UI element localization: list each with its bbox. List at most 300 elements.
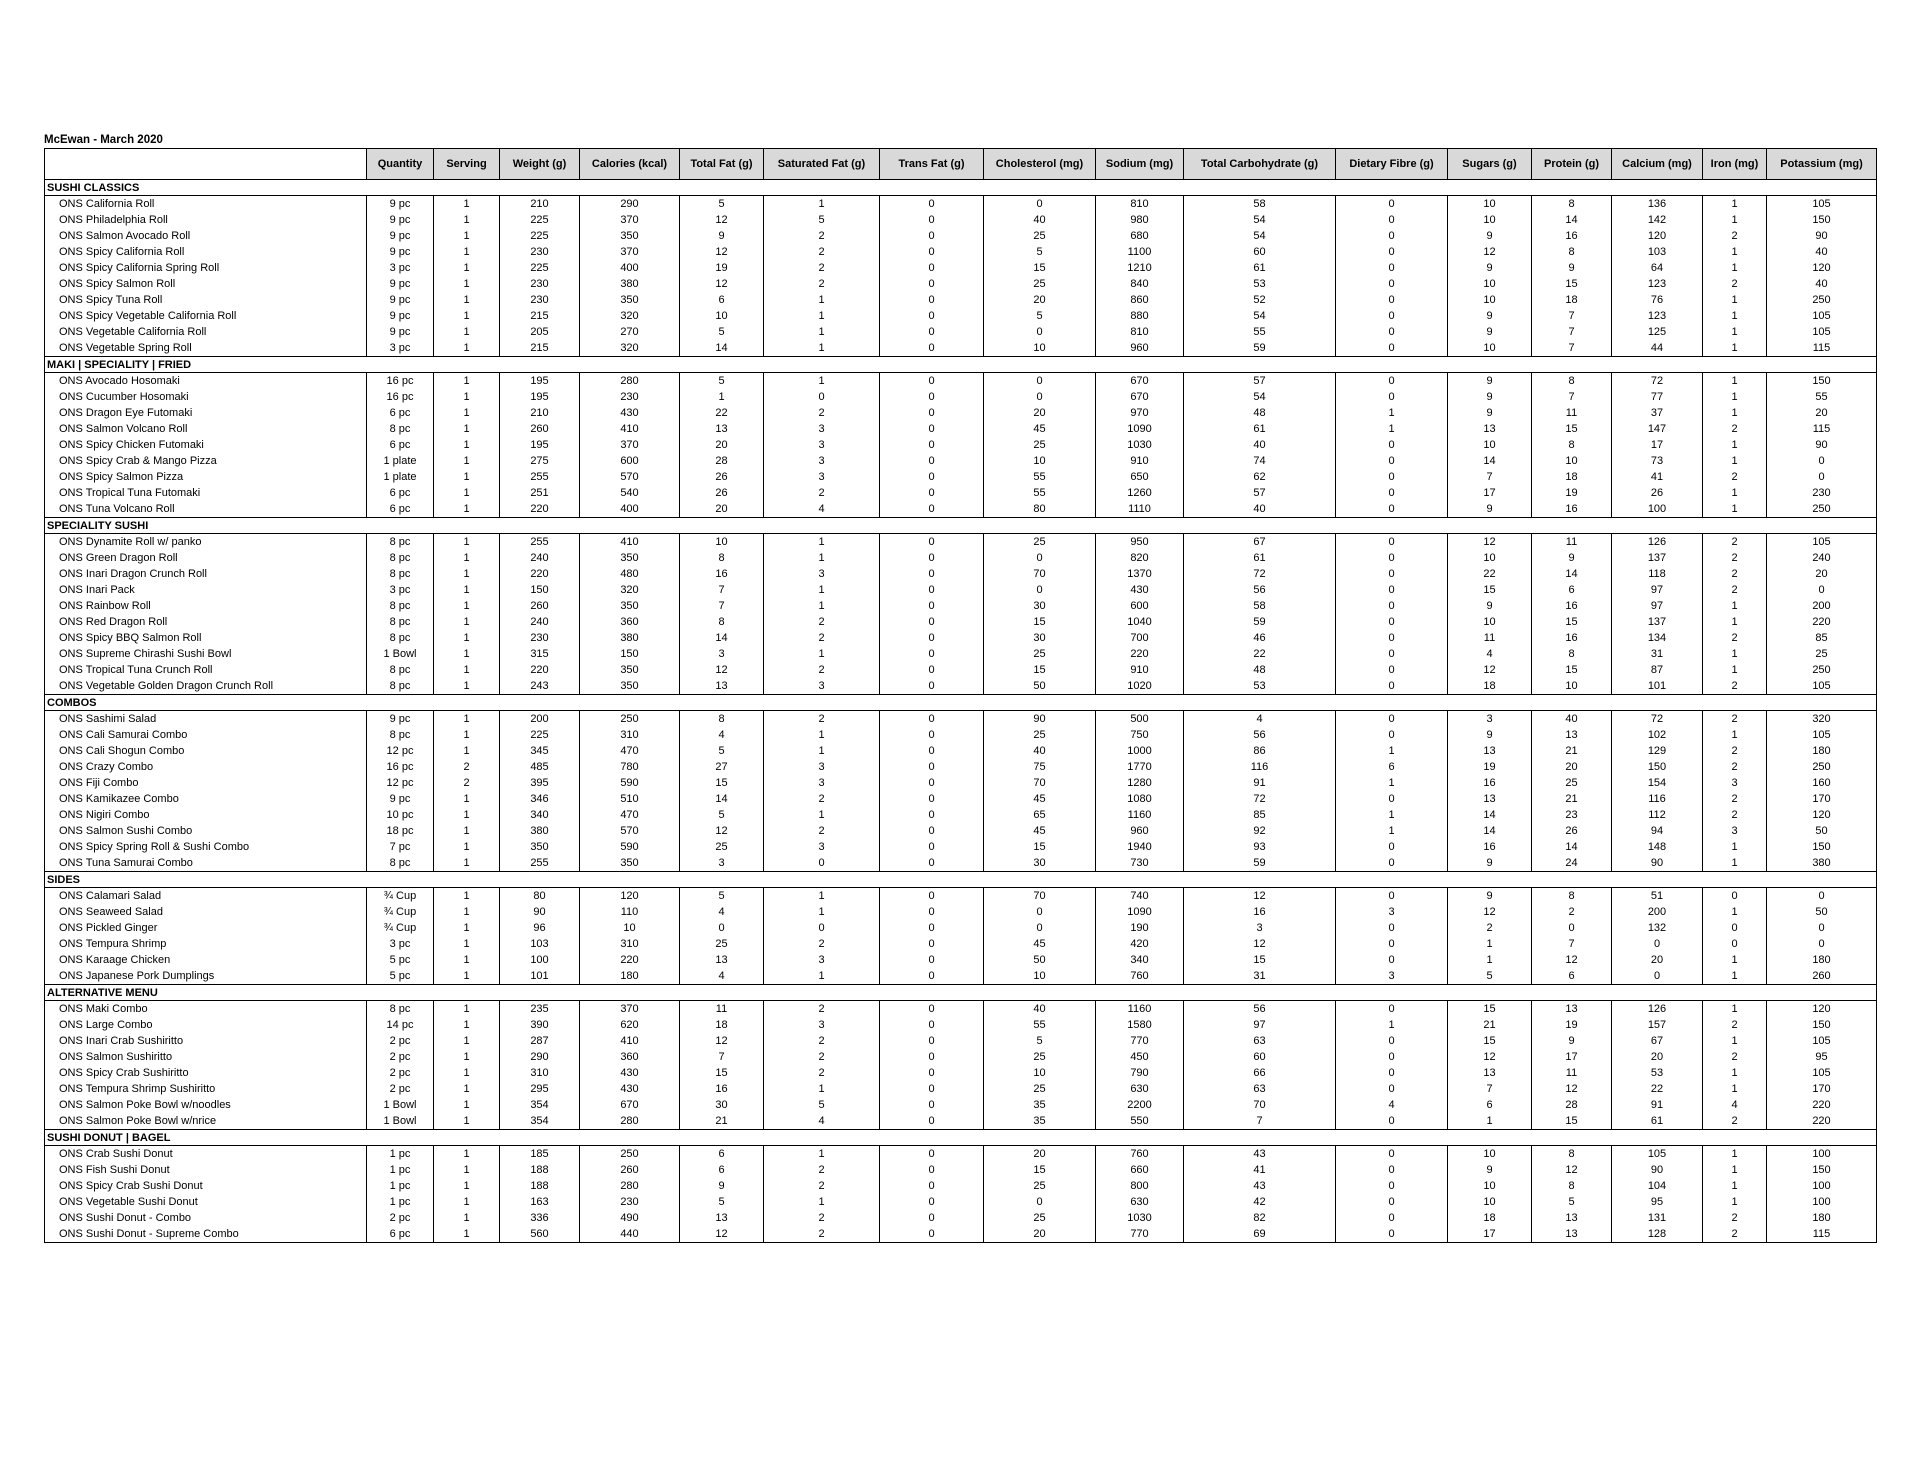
item-name-cell: ONS Dragon Eye Futomaki — [45, 405, 367, 421]
table-cell: 1210 — [1096, 260, 1184, 276]
table-cell: 230 — [500, 292, 580, 308]
table-cell: 16 — [680, 566, 764, 582]
table-cell: 94 — [1612, 823, 1703, 839]
table-cell: 200 — [500, 711, 580, 728]
table-cell: 1 — [434, 1194, 500, 1210]
item-name-cell: ONS Spicy BBQ Salmon Roll — [45, 630, 367, 646]
table-cell: 1 — [1703, 1081, 1767, 1097]
table-cell: 590 — [580, 839, 680, 855]
table-cell: 150 — [1767, 1017, 1877, 1033]
table-cell: 9 — [1448, 888, 1532, 905]
table-cell: 9 — [1532, 550, 1612, 566]
item-name-cell: ONS Nigiri Combo — [45, 807, 367, 823]
table-cell: 8 pc — [367, 630, 434, 646]
table-row — [45, 743, 1877, 759]
table-cell: 110 — [580, 904, 680, 920]
table-cell: 320 — [580, 582, 680, 598]
table-cell: 12 — [680, 662, 764, 678]
table-cell: 1 — [764, 968, 880, 985]
table-cell: 2 — [764, 1065, 880, 1081]
table-row — [45, 566, 1877, 582]
table-cell: 1 — [434, 678, 500, 695]
table-cell: 1 — [434, 1210, 500, 1226]
table-cell: 6 — [1448, 1097, 1532, 1113]
table-cell: 72 — [1612, 711, 1703, 728]
table-cell: 17 — [1448, 1226, 1532, 1243]
table-cell: 5 — [1448, 968, 1532, 985]
table-cell: 7 — [1448, 469, 1532, 485]
table-cell: 1370 — [1096, 566, 1184, 582]
table-cell: 1 — [434, 904, 500, 920]
table-row — [45, 888, 1877, 905]
table-cell: 0 — [880, 614, 984, 630]
table-cell: 40 — [1184, 501, 1336, 518]
item-name-cell: ONS Vegetable California Roll — [45, 324, 367, 340]
table-row — [45, 823, 1877, 839]
table-cell: 76 — [1612, 292, 1703, 308]
table-cell: 0 — [1336, 196, 1448, 213]
table-cell: 810 — [1096, 324, 1184, 340]
table-cell: 1 — [1703, 260, 1767, 276]
table-cell: 0 — [984, 920, 1096, 936]
table-cell: 1100 — [1096, 244, 1184, 260]
table-cell: 25 — [984, 1049, 1096, 1065]
table-cell: 0 — [984, 904, 1096, 920]
table-cell: 400 — [580, 501, 680, 518]
table-cell: 0 — [1336, 1001, 1448, 1018]
table-row — [45, 1113, 1877, 1130]
table-cell: 86 — [1184, 743, 1336, 759]
table-cell: 7 — [1532, 308, 1612, 324]
table-cell: 46 — [1184, 630, 1336, 646]
table-cell: 0 — [1336, 340, 1448, 357]
table-cell: 0 — [880, 920, 984, 936]
table-cell: 150 — [1612, 759, 1703, 775]
table-cell: 1 — [1703, 340, 1767, 357]
table-cell: 220 — [500, 566, 580, 582]
item-name-cell: ONS Sashimi Salad — [45, 711, 367, 728]
table-cell: 9 pc — [367, 212, 434, 228]
table-cell: 550 — [1096, 1113, 1184, 1130]
table-cell: 4 — [1448, 646, 1532, 662]
table-cell: 1160 — [1096, 1001, 1184, 1018]
table-cell: 1 — [1703, 292, 1767, 308]
item-name-cell: ONS Tempura Shrimp Sushiritto — [45, 1081, 367, 1097]
table-cell: 13 — [680, 952, 764, 968]
table-cell: 960 — [1096, 340, 1184, 357]
table-cell: 1 — [434, 437, 500, 453]
table-cell: 0 — [880, 276, 984, 292]
table-cell: 2 — [434, 759, 500, 775]
table-cell: 12 — [1184, 936, 1336, 952]
table-cell: 780 — [580, 759, 680, 775]
table-cell: 350 — [500, 839, 580, 855]
table-cell: 2 — [764, 244, 880, 260]
table-cell: 280 — [580, 1178, 680, 1194]
table-cell: 22 — [1184, 646, 1336, 662]
table-cell: 215 — [500, 340, 580, 357]
table-cell: 40 — [1532, 711, 1612, 728]
table-cell: 1 Bowl — [367, 1097, 434, 1113]
table-cell: 3 — [680, 646, 764, 662]
section-title: SPECIALITY SUSHI — [45, 518, 1877, 534]
table-cell: 93 — [1184, 839, 1336, 855]
table-cell: 30 — [984, 630, 1096, 646]
table-cell: 5 — [680, 196, 764, 213]
table-cell: 0 — [880, 196, 984, 213]
table-cell: 0 — [880, 212, 984, 228]
table-cell: 5 — [680, 324, 764, 340]
table-cell: 410 — [580, 1033, 680, 1049]
table-cell: 3 pc — [367, 260, 434, 276]
table-cell: 18 pc — [367, 823, 434, 839]
table-cell: 57 — [1184, 373, 1336, 390]
table-cell: 790 — [1096, 1065, 1184, 1081]
table-cell: 54 — [1184, 308, 1336, 324]
table-cell: 1 — [764, 807, 880, 823]
table-cell: 880 — [1096, 308, 1184, 324]
table-cell: 0 — [880, 550, 984, 566]
table-cell: 50 — [984, 952, 1096, 968]
table-cell: 27 — [680, 759, 764, 775]
table-cell: 10 — [1448, 292, 1532, 308]
table-cell: 4 — [680, 727, 764, 743]
item-name-cell: ONS California Roll — [45, 196, 367, 213]
table-cell: 0 — [1336, 920, 1448, 936]
table-cell: 255 — [500, 855, 580, 872]
table-cell: 0 — [1703, 936, 1767, 952]
item-name-cell: ONS Inari Pack — [45, 582, 367, 598]
table-cell: 8 pc — [367, 727, 434, 743]
table-cell: 20 — [984, 292, 1096, 308]
column-header: Sugars (g) — [1448, 149, 1532, 180]
table-cell: 15 — [1532, 614, 1612, 630]
table-cell: 10 — [1448, 212, 1532, 228]
table-cell: 41 — [1612, 469, 1703, 485]
table-cell: 115 — [1767, 340, 1877, 357]
table-row — [45, 228, 1877, 244]
table-cell: 15 — [1532, 662, 1612, 678]
column-header: Iron (mg) — [1703, 149, 1767, 180]
item-name-cell: ONS Inari Crab Sushiritto — [45, 1033, 367, 1049]
table-cell: 1 — [764, 340, 880, 357]
item-name-cell: ONS Spicy Tuna Roll — [45, 292, 367, 308]
table-cell: 1 — [1703, 373, 1767, 390]
table-cell: 12 pc — [367, 743, 434, 759]
table-row — [45, 1033, 1877, 1049]
table-cell: 0 — [1336, 373, 1448, 390]
column-header: Saturated Fat (g) — [764, 149, 880, 180]
table-cell: 740 — [1096, 888, 1184, 905]
table-cell: 1 — [764, 582, 880, 598]
table-cell: 2200 — [1096, 1097, 1184, 1113]
table-cell: 1 — [1703, 437, 1767, 453]
table-cell: 6 pc — [367, 1226, 434, 1243]
table-cell: 0 — [880, 727, 984, 743]
table-cell: 250 — [1767, 759, 1877, 775]
table-cell: 0 — [880, 888, 984, 905]
item-name-cell: ONS Kamikazee Combo — [45, 791, 367, 807]
table-cell: 180 — [1767, 743, 1877, 759]
table-cell: 2 — [1703, 1049, 1767, 1065]
table-cell: 1 — [1336, 421, 1448, 437]
table-cell: 44 — [1612, 340, 1703, 357]
table-cell: 0 — [1767, 888, 1877, 905]
table-cell: 2 — [1532, 904, 1612, 920]
table-cell: 1 — [1448, 952, 1532, 968]
table-cell: 2 — [1703, 791, 1767, 807]
table-cell: 3 — [1448, 711, 1532, 728]
header-row — [45, 149, 1877, 180]
table-cell: 17 — [1532, 1049, 1612, 1065]
table-row — [45, 598, 1877, 614]
table-cell: 2 — [1703, 582, 1767, 598]
table-cell: 18 — [1532, 469, 1612, 485]
table-cell: 10 — [680, 534, 764, 551]
nutrition-table — [44, 148, 1877, 1243]
table-cell: 1 — [1336, 775, 1448, 791]
table-cell: 0 — [880, 421, 984, 437]
item-name-cell: ONS Vegetable Sushi Donut — [45, 1194, 367, 1210]
table-cell: 220 — [1767, 1113, 1877, 1130]
table-cell: 1 — [434, 1001, 500, 1018]
table-cell: 1 — [434, 550, 500, 566]
table-cell: 40 — [984, 743, 1096, 759]
table-cell: 3 pc — [367, 582, 434, 598]
table-cell: 1090 — [1096, 421, 1184, 437]
table-cell: 25 — [984, 276, 1096, 292]
table-cell: 0 — [1336, 888, 1448, 905]
table-cell: 0 — [880, 839, 984, 855]
table-cell: 51 — [1612, 888, 1703, 905]
table-cell: 137 — [1612, 550, 1703, 566]
table-cell: 1 — [434, 646, 500, 662]
table-cell: 380 — [500, 823, 580, 839]
table-cell: 14 — [1532, 566, 1612, 582]
table-row — [45, 630, 1877, 646]
table-row — [45, 389, 1877, 405]
table-cell: ¾ Cup — [367, 904, 434, 920]
table-cell: 1 — [434, 614, 500, 630]
table-cell: 120 — [580, 888, 680, 905]
table-cell: 101 — [500, 968, 580, 985]
table-cell: 12 — [1448, 534, 1532, 551]
table-row — [45, 855, 1877, 872]
table-cell: 58 — [1184, 598, 1336, 614]
table-cell: 19 — [1532, 485, 1612, 501]
table-row — [45, 936, 1877, 952]
table-cell: 8 — [1532, 196, 1612, 213]
table-cell: 190 — [1096, 920, 1184, 936]
table-cell: 170 — [1767, 1081, 1877, 1097]
table-cell: 590 — [580, 775, 680, 791]
table-cell: 10 — [984, 453, 1096, 469]
table-cell: 90 — [500, 904, 580, 920]
column-header: Calcium (mg) — [1612, 149, 1703, 180]
table-cell: 20 — [984, 1226, 1096, 1243]
table-cell: 280 — [580, 1113, 680, 1130]
table-cell: 180 — [1767, 1210, 1877, 1226]
table-cell: 0 — [1336, 212, 1448, 228]
table-cell: 10 — [580, 920, 680, 936]
table-cell: 1 — [1703, 324, 1767, 340]
table-cell: 53 — [1184, 276, 1336, 292]
table-cell: 1 — [764, 324, 880, 340]
table-cell: 360 — [580, 614, 680, 630]
table-row — [45, 1226, 1877, 1243]
table-cell: 0 — [1336, 1033, 1448, 1049]
table-cell: 350 — [580, 550, 680, 566]
table-cell: 240 — [500, 614, 580, 630]
table-cell: 15 — [984, 662, 1096, 678]
table-cell: 10 — [1448, 437, 1532, 453]
table-cell: 102 — [1612, 727, 1703, 743]
table-cell: 9 — [1448, 727, 1532, 743]
table-cell: 14 — [1448, 823, 1532, 839]
table-cell: 55 — [984, 485, 1096, 501]
table-cell: 35 — [984, 1097, 1096, 1113]
table-cell: 0 — [880, 1226, 984, 1243]
table-row — [45, 453, 1877, 469]
table-cell: 345 — [500, 743, 580, 759]
table-cell: 0 — [1703, 888, 1767, 905]
table-cell: 188 — [500, 1162, 580, 1178]
section-title: ALTERNATIVE MENU — [45, 985, 1877, 1001]
table-cell: 0 — [880, 324, 984, 340]
table-cell: 0 — [1336, 1178, 1448, 1194]
table-cell: 350 — [580, 662, 680, 678]
column-header: Cholesterol (mg) — [984, 149, 1096, 180]
table-row — [45, 614, 1877, 630]
table-cell: 0 — [1336, 662, 1448, 678]
item-name-cell: ONS Cali Samurai Combo — [45, 727, 367, 743]
table-cell: 60 — [1184, 1049, 1336, 1065]
item-name-cell: ONS Sushi Donut - Supreme Combo — [45, 1226, 367, 1243]
table-cell: 116 — [1612, 791, 1703, 807]
table-cell: 225 — [500, 228, 580, 244]
table-cell: 16 — [1532, 630, 1612, 646]
table-cell: 1 — [434, 1097, 500, 1113]
table-cell: 8 pc — [367, 614, 434, 630]
table-cell: 132 — [1612, 920, 1703, 936]
table-cell: 240 — [500, 550, 580, 566]
table-cell: 1 — [764, 373, 880, 390]
table-cell: 5 — [1532, 1194, 1612, 1210]
table-cell: 0 — [984, 324, 1096, 340]
table-cell: 0 — [1336, 228, 1448, 244]
table-cell: 0 — [1336, 727, 1448, 743]
table-cell: 9 pc — [367, 244, 434, 260]
table-cell: 225 — [500, 260, 580, 276]
table-cell: 1 — [434, 485, 500, 501]
table-cell: 770 — [1096, 1226, 1184, 1243]
table-cell: 0 — [1336, 1162, 1448, 1178]
table-cell: 10 — [984, 340, 1096, 357]
table-cell: 1 — [764, 308, 880, 324]
table-cell: 0 — [880, 823, 984, 839]
table-cell: 0 — [880, 855, 984, 872]
table-cell: 1 — [434, 469, 500, 485]
table-cell: 25 — [1767, 646, 1877, 662]
table-cell: 120 — [1767, 807, 1877, 823]
item-name-cell: ONS Spicy Salmon Pizza — [45, 469, 367, 485]
table-cell: 360 — [580, 1049, 680, 1065]
table-row — [45, 904, 1877, 920]
table-cell: 500 — [1096, 711, 1184, 728]
table-cell: 1 — [1703, 614, 1767, 630]
item-name-cell: ONS Karaage Chicken — [45, 952, 367, 968]
item-name-cell: ONS Vegetable Golden Dragon Crunch Roll — [45, 678, 367, 695]
item-name-cell: ONS Tropical Tuna Crunch Roll — [45, 662, 367, 678]
table-cell: 95 — [1612, 1194, 1703, 1210]
item-name-cell: ONS Calamari Salad — [45, 888, 367, 905]
table-cell: 200 — [1767, 598, 1877, 614]
table-cell: 430 — [1096, 582, 1184, 598]
table-cell: 15 — [1532, 1113, 1612, 1130]
table-cell: 10 — [984, 968, 1096, 985]
table-cell: 620 — [580, 1017, 680, 1033]
table-cell: 1 — [434, 791, 500, 807]
table-cell: 1 — [434, 839, 500, 855]
table-cell: 370 — [580, 212, 680, 228]
table-cell: 0 — [1336, 1049, 1448, 1065]
table-cell: 240 — [1767, 550, 1877, 566]
table-cell: 3 — [764, 952, 880, 968]
table-cell: 1 — [1703, 598, 1767, 614]
table-cell: 150 — [1767, 373, 1877, 390]
table-cell: 70 — [984, 888, 1096, 905]
item-name-cell: ONS Cali Shogun Combo — [45, 743, 367, 759]
table-cell: 13 — [1532, 1210, 1612, 1226]
table-cell: 0 — [1336, 1081, 1448, 1097]
table-cell: 126 — [1612, 1001, 1703, 1018]
table-cell: 6 — [680, 1162, 764, 1178]
table-cell: 0 — [1336, 244, 1448, 260]
table-cell: 0 — [880, 485, 984, 501]
table-cell: 295 — [500, 1081, 580, 1097]
table-cell: 1080 — [1096, 791, 1184, 807]
table-cell: 0 — [880, 1017, 984, 1033]
table-cell: 20 — [1612, 952, 1703, 968]
table-cell: 4 — [1703, 1097, 1767, 1113]
table-cell: 490 — [580, 1210, 680, 1226]
table-cell: 2 pc — [367, 1081, 434, 1097]
table-cell: 230 — [500, 244, 580, 260]
table-cell: 3 — [1184, 920, 1336, 936]
table-row — [45, 791, 1877, 807]
table-cell: 72 — [1612, 373, 1703, 390]
table-cell: 123 — [1612, 276, 1703, 292]
table-cell: 390 — [500, 1017, 580, 1033]
table-cell: 1160 — [1096, 807, 1184, 823]
table-cell: 30 — [984, 855, 1096, 872]
table-cell: 336 — [500, 1210, 580, 1226]
table-cell: 0 — [1336, 1194, 1448, 1210]
table-cell: 150 — [1767, 839, 1877, 855]
table-cell: 2 — [764, 662, 880, 678]
table-cell: 430 — [580, 1065, 680, 1081]
table-cell: 9 pc — [367, 308, 434, 324]
table-cell: 1 — [434, 244, 500, 260]
table-cell: 340 — [500, 807, 580, 823]
table-cell: 1 pc — [367, 1162, 434, 1178]
table-cell: 800 — [1096, 1178, 1184, 1194]
table-cell: 950 — [1096, 534, 1184, 551]
table-cell: 7 — [1184, 1113, 1336, 1130]
table-cell: 3 — [764, 421, 880, 437]
table-cell: 1 — [434, 936, 500, 952]
table-cell: 7 — [680, 582, 764, 598]
